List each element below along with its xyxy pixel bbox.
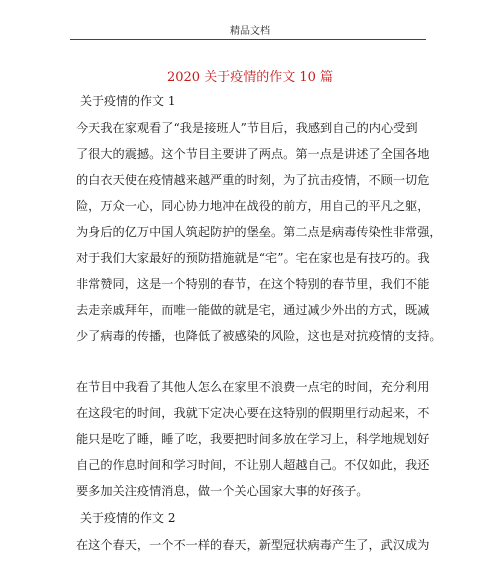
header-label: 精品文档 xyxy=(230,26,270,37)
paragraph-line: 去走亲戚拜年，而唯一能做的就是宅，通过减少外出的方式，既减 xyxy=(76,303,430,317)
paragraph-line: 的白衣天使在疫情越来越严重的时刻，为了抗击疫情，不顾一切危 xyxy=(76,173,430,187)
document-title: 2020 关于疫情的作文 10 篇 xyxy=(166,70,334,85)
section-heading-1: 关于疫情的作文 1 xyxy=(80,94,176,108)
paragraph-line: 险，万众一心，同心协力地冲在战役的前方，用自己的平凡之躯， xyxy=(76,199,430,213)
paragraph-line: 自己的作息时间和学习时间，不让别人超越自己。不仅如此，我还 xyxy=(76,458,430,472)
section-heading-2: 关于疫情的作文 2 xyxy=(80,511,176,525)
header-divider xyxy=(70,39,426,40)
paragraph-line: 非常赞同，这是一个特别的春节，在这个特别的春节里，我们不能 xyxy=(76,277,430,291)
paragraph-line: 能只是吃了睡，睡了吃，我要把时间多放在学习上，科学地规划好 xyxy=(76,432,430,446)
page-header xyxy=(0,0,500,48)
paragraph-line: 今天我在家观看了“我是接班人”节目后，我感到自己的内心受到 xyxy=(76,121,418,135)
paragraph-line: 少了病毒的传播，也降低了被感染的风险，这也是对抗疫情的支持。 xyxy=(76,329,442,343)
paragraph-line: 为身后的亿万中国人筑起防护的堡垒。第二点是病毒传染性非常强， xyxy=(76,225,442,239)
paragraph-line: 在这个春天，一个不一样的春天，新型冠状病毒产生了，武汉成为 xyxy=(76,538,430,552)
paragraph-line: 对于我们大家最好的预防措施就是“宅”。宅在家也是有技巧的。我 xyxy=(76,251,430,265)
paragraph-line: 要多加关注疫情消息，做一个关心国家大事的好孩子。 xyxy=(76,484,369,498)
paragraph-line: 在这段宅的时间，我就下定决心要在这特别的假期里行动起来，不 xyxy=(76,406,430,420)
paragraph-line: 了很大的震撼。这个节目主要讲了两点。第一点是讲述了全国各地 xyxy=(76,147,430,161)
paragraph-line: 在节目中我看了其他人怎么在家里不浪费一点宅的时间，充分利用 xyxy=(76,380,430,394)
